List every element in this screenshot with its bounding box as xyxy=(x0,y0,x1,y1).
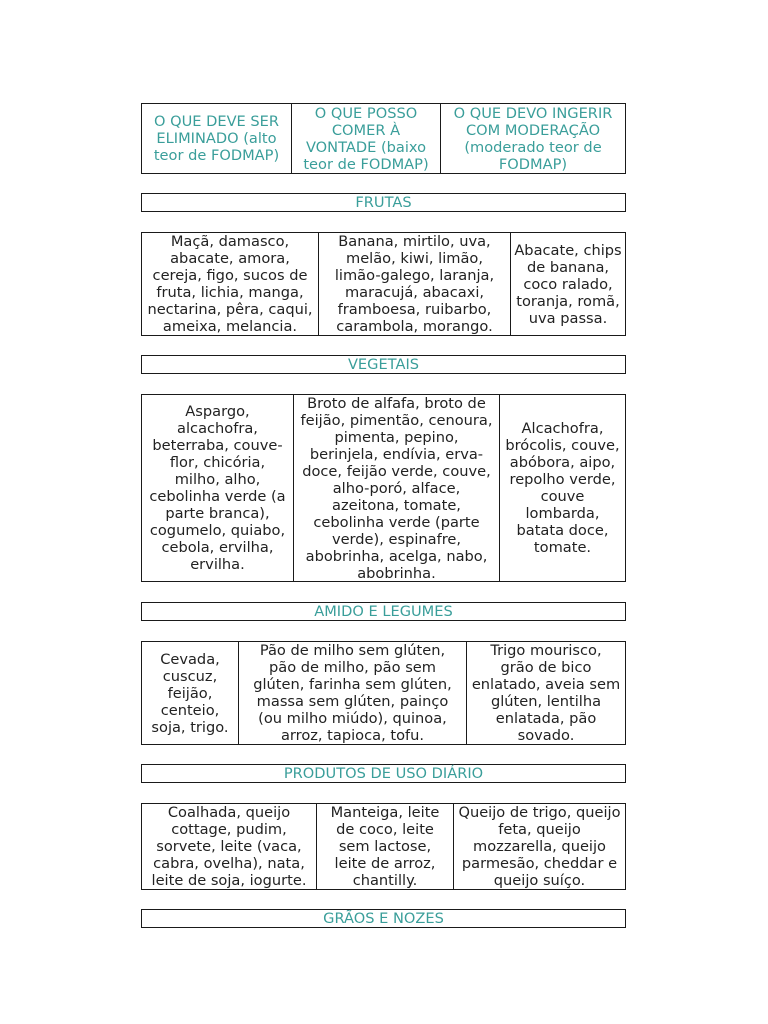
header-free: O QUE POSSO COMER À VONTADE (baixo teor de FODMAP) xyxy=(292,104,441,173)
table-row xyxy=(142,233,625,335)
diario-free-cell: Manteiga, leite de coco, leite sem lactose, leite de arroz, chantilly. xyxy=(317,804,454,889)
section-title-vegetais-box xyxy=(141,355,626,374)
section-title-amido: AMIDO E LEGUMES xyxy=(314,603,453,620)
amido-moderate-cell: Trigo mourisco, grão de bico enlatado, aveia sem glúten, lentilha enlatada, pão sovado. xyxy=(471,642,621,744)
section-title-diario: PRODUTOS DE USO DIÁRIO xyxy=(283,765,484,782)
section-title-vegetais: VEGETAIS xyxy=(347,356,420,373)
amido-eliminate-cell: Cevada, cuscuz, feijão, centeio, soja, trigo. xyxy=(142,642,239,744)
section-title-frutas-box xyxy=(141,193,626,212)
header-table xyxy=(141,103,626,174)
frutas-moderate-cell: Abacate, chips de banana, coco ralado, toranja, romã, uva passa. xyxy=(514,241,622,327)
table-row xyxy=(142,395,625,581)
section-title-diario-box xyxy=(141,764,626,783)
header-row xyxy=(142,104,625,173)
section-title-frutas: FRUTAS xyxy=(355,194,412,211)
table-vegetais xyxy=(141,394,626,582)
diario-moderate-cell: Queijo de trigo, queijo feta, queijo mozzarella, queijo parmesão, cheddar e queijo suíço. xyxy=(458,804,621,889)
section-title-amido-box xyxy=(141,602,626,621)
vegetais-free-cell: Broto de alfafa, broto de feijão, pimentão, cenoura, pimenta, pepino, berinjela, endívia, erva- doce, feijão verde, couve, alho-poró, alface, azeitona, tomate, cebolinha verde (parte verde), espinafre, abobrinha, acelga, nabo, abobrinha. xyxy=(294,395,500,581)
amido-free-cell: Pão de milho sem glúten, pão de milho, pão sem glúten, farinha sem glúten, massa sem glúten, painço (ou milho miúdo), quinoa, arroz, tapioca, tofu. xyxy=(239,642,467,744)
section-title-graos-box xyxy=(141,909,626,928)
diario-eliminate-cell: Coalhada, queijo cottage, pudim, sorvete, leite (vaca, cabra, ovelha), nata, leite de soja, iogurte. xyxy=(142,804,317,889)
header-eliminate: O QUE DEVE SER ELIMINADO (alto teor de FODMAP) xyxy=(142,104,292,173)
header-moderate: O QUE DEVO INGERIR COM MODERAÇÃO (moderado teor de FODMAP) xyxy=(453,104,613,173)
table-row xyxy=(142,642,625,744)
vegetais-moderate-cell: Alcachofra, brócolis, couve, abóbora, aipo, repolho verde, couve lombarda, batata doce, tomate. xyxy=(505,420,620,556)
table-diario xyxy=(141,803,626,890)
table-amido xyxy=(141,641,626,745)
frutas-eliminate-cell: Maçã, damasco, abacate, amora, cereja, figo, sucos de fruta, lichia, manga, nectarina, pêra, caqui, ameixa, melancia. xyxy=(142,233,319,335)
section-title-graos: GRÃOS E NOZES xyxy=(323,910,444,927)
table-frutas xyxy=(141,232,626,336)
vegetais-eliminate-cell: Aspargo, alcachofra, beterraba, couve- flor, chicória, milho, alho, cebolinha verde (a parte branca), cogumelo, quiabo, cebola, ervilha, ervilha. xyxy=(142,395,294,581)
frutas-free-cell: Banana, mirtilo, uva, melão, kiwi, limão, limão-galego, laranja, maracujá, abacaxi, framboesa, ruibarbo, carambola, morango. xyxy=(319,233,511,335)
table-row xyxy=(142,804,625,889)
